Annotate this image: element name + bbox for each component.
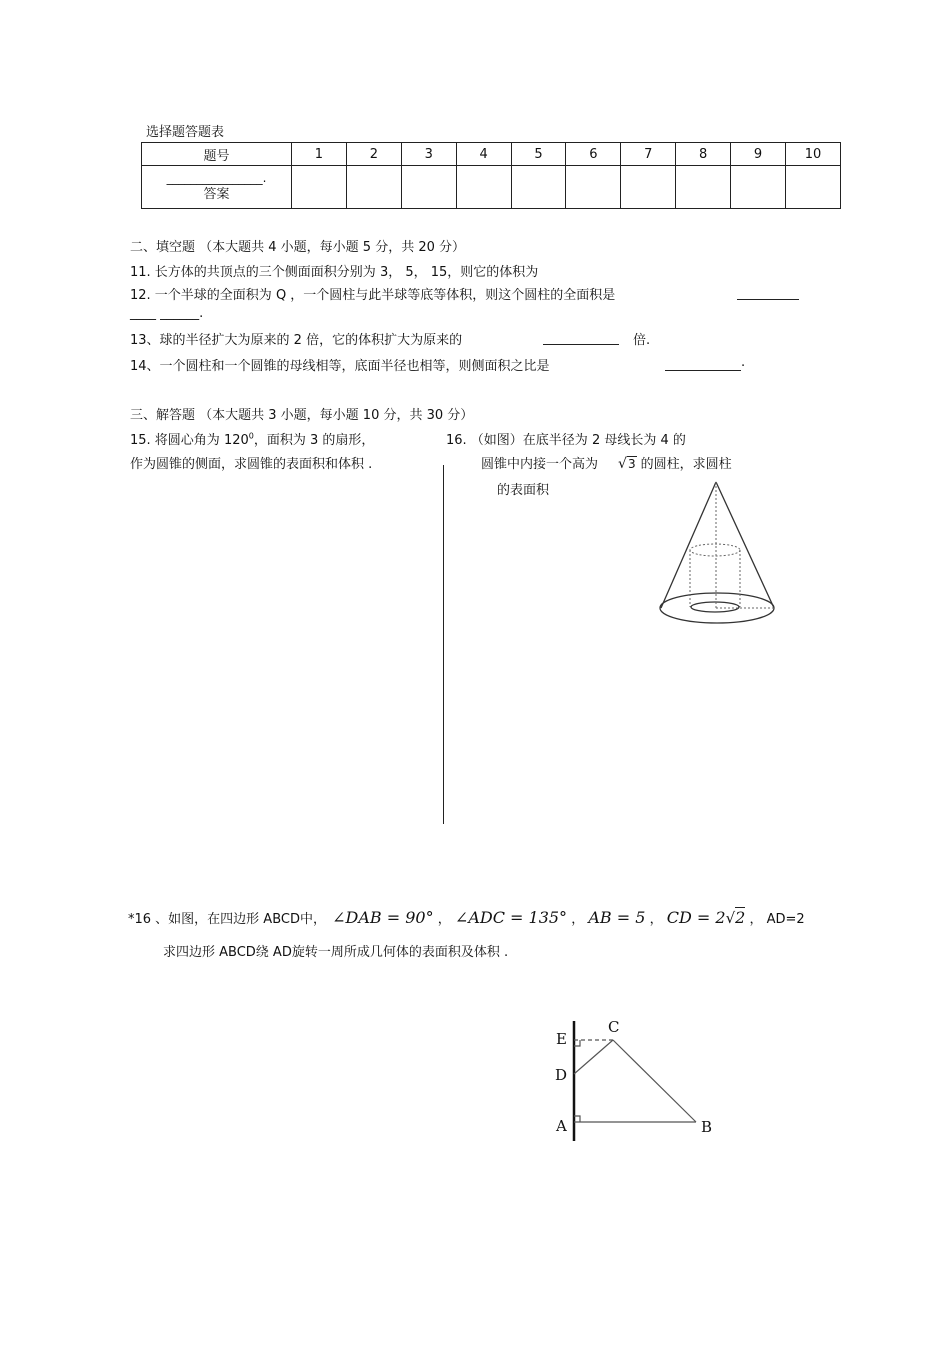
blank-13[interactable] [543, 329, 619, 345]
question-15-line1 [130, 429, 374, 448]
segment-bc [613, 1040, 696, 1122]
answer-cell-9[interactable] [731, 166, 786, 209]
q16-text-b: 的圆柱，求圆柱 [640, 457, 732, 472]
extra-question-line2: 求四边形 ABCD绕 AD旋转一周所成几何体的表面积及体积 . [163, 945, 509, 960]
q15-text-suffix: ，面积为 3 的扇形， [253, 433, 375, 448]
cone-right-edge [716, 482, 774, 608]
question-number-label: 题号 [142, 143, 292, 166]
blank-14[interactable] [665, 355, 741, 371]
question-number: 8 [676, 143, 731, 166]
length-ad: AD=2 [766, 912, 805, 927]
question-13: 13、球的半径扩大为原来的 2 倍，它的体积扩大为原来的 [130, 333, 463, 348]
q15-text: 15. 将圆心角为 120 [130, 433, 249, 448]
degree-mark: 0 [248, 431, 254, 441]
question-number: 7 [621, 143, 676, 166]
fill-heading: 二、填空题 （本大题共 4 小题，每小题 5 分，共 20 分） [130, 240, 466, 255]
question-16-line2 [481, 453, 732, 472]
cone-left-edge [661, 482, 716, 608]
question-number: 1 [292, 143, 347, 166]
cylinder-top [690, 544, 740, 556]
label-d: D [555, 1066, 568, 1084]
comma: ， [437, 912, 451, 927]
blank-12[interactable] [737, 284, 799, 300]
period: . [741, 355, 746, 370]
question-number: 2 [346, 143, 401, 166]
question-number: 4 [456, 143, 511, 166]
label-a: A [556, 1117, 567, 1135]
answer-cell-8[interactable] [676, 166, 731, 209]
answer-cell-2[interactable] [346, 166, 401, 209]
table-header-row [142, 143, 841, 166]
quadrilateral-figure [550, 1013, 720, 1143]
angle-adc: ∠ADC = 135° [454, 908, 568, 927]
cone-figure [655, 476, 783, 632]
question-number: 10 [786, 143, 841, 166]
comma: ， [571, 912, 585, 927]
question-number: 5 [511, 143, 566, 166]
question-15-line2: 作为圆锥的侧面，求圆锥的表面积和体积 . [130, 457, 373, 472]
answer-cell-1[interactable] [292, 166, 347, 209]
question-16-line3: 的表面积 [497, 483, 550, 498]
answer-cell-3[interactable] [401, 166, 456, 209]
sqrt-symbol: √ [725, 909, 736, 927]
answer-cell-5[interactable] [511, 166, 566, 209]
cylinder-base [691, 602, 739, 612]
length-cd [667, 908, 746, 927]
answer-cell-6[interactable] [566, 166, 621, 209]
sqrt-symbol: √ [618, 456, 627, 472]
sqrt-radicand: 3 [627, 457, 636, 471]
answer-table [141, 142, 841, 209]
column-divider [443, 465, 444, 824]
question-14: 14、一个圆柱和一个圆锥的母线相等，底面半径也相等，则侧面积之比是 [130, 359, 550, 374]
cd-prefix: CD = 2 [666, 908, 726, 927]
extra-question-line1 [128, 908, 805, 927]
q16-text: 圆锥中内接一个高为 [481, 457, 599, 472]
label-e: E [556, 1030, 567, 1048]
table-caption: 选择题答题表 [146, 125, 225, 140]
question-number: 9 [731, 143, 786, 166]
label-b: B [701, 1118, 713, 1136]
question-number: 3 [401, 143, 456, 166]
answer-cell-10[interactable] [786, 166, 841, 209]
comma: ， [749, 912, 763, 927]
question-16-line1: 16. （如图）在底半径为 2 母线长为 4 的 [446, 433, 686, 448]
cd-radicand: 2 [735, 908, 746, 927]
solve-heading: 三、解答题 （本大题共 3 小题，每小题 10 分，共 30 分） [130, 408, 474, 423]
answer-cell-7[interactable] [621, 166, 676, 209]
angle-dab: ∠DAB = 90° [332, 908, 434, 927]
question-13-suffix: 倍. [633, 333, 651, 348]
answer-cell-4[interactable] [456, 166, 511, 209]
comma: ， [649, 912, 663, 927]
answer-label-cell [142, 166, 292, 209]
question-12-continued: ____ ______. [130, 306, 204, 321]
extra-prefix: *16 、如图，在四边形 ABCD中， [128, 912, 326, 927]
question-number: 6 [566, 143, 621, 166]
answer-line: ________________. [166, 171, 267, 185]
sqrt-expression [618, 456, 637, 472]
label-c: C [608, 1018, 620, 1036]
answer-label: 答案 [203, 187, 230, 202]
table-answer-row [142, 166, 841, 209]
length-ab: AB = 5 [588, 908, 646, 927]
question-12: 12. 一个半球的全面积为 Q ，一个圆柱与此半球等底等体积，则这个圆柱的全面积是 [130, 288, 616, 303]
question-11: 11. 长方体的共顶点的三个侧面面积分别为 3， 5， 15，则它的体积为 [130, 265, 539, 280]
